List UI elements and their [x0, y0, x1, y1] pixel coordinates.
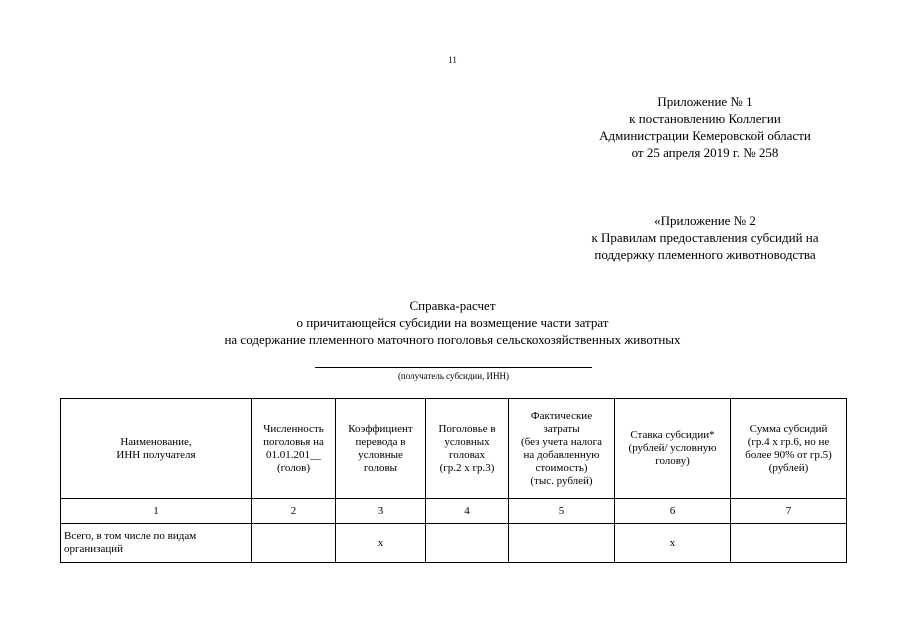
recipient-caption: (получатель субсидии, ИНН) — [397, 371, 510, 381]
total-row-label: Всего, в том числе по видам организаций — [61, 524, 252, 563]
header-cell-conditional-heads: Поголовье в условных головах (гр.2 х гр.3) — [426, 399, 509, 499]
header-cell-actual-costs: Фактические затраты (без учета налога на добавленную стоимость) (тыс. рублей) — [509, 399, 615, 499]
header-cell-coefficient: Коэффициент перевода в условные головы — [336, 399, 426, 499]
document-title — [0, 297, 905, 348]
recipient-underline — [315, 367, 592, 368]
header-cell-recipient: Наименование, ИНН получателя — [61, 399, 252, 499]
appendix-1-line: от 25 апреля 2019 г. № 258 — [631, 145, 779, 160]
column-number: 4 — [426, 499, 509, 524]
appendix-1-line: к постановлению Коллегии — [629, 111, 781, 126]
table-cell: х — [615, 524, 731, 563]
page-number: 11 — [448, 55, 457, 65]
appendix-2-line: поддержку племенного животноводства — [594, 247, 816, 262]
column-number: 3 — [336, 499, 426, 524]
column-number: 6 — [615, 499, 731, 524]
total-row — [61, 524, 847, 563]
appendix-2-block — [560, 212, 850, 263]
appendix-2-line: к Правилам предоставления субсидий на — [591, 230, 819, 245]
column-number: 2 — [252, 499, 336, 524]
table-cell — [252, 524, 336, 563]
appendix-1-line: Администрации Кемеровской области — [599, 128, 811, 143]
header-cell-headcount: Численность поголовья на 01.01.201__ (голов) — [252, 399, 336, 499]
table-cell — [509, 524, 615, 563]
column-number: 7 — [731, 499, 847, 524]
subsidy-table — [60, 398, 847, 563]
table-cell — [731, 524, 847, 563]
header-cell-subsidy-amount: Сумма субсидий (гр.4 х гр.6, но не более 90% от гр.5) (рублей) — [731, 399, 847, 499]
appendix-2-line: «Приложение № 2 — [654, 213, 756, 228]
title-line: о причитающейся субсидии на возмещение части затрат — [296, 315, 609, 330]
title-line: на содержание племенного маточного поголовья сельскохозяйственных животных — [224, 332, 681, 347]
column-number-row — [61, 499, 847, 524]
header-cell-subsidy-rate: Ставка субсидии* (рублей/ условную голову) — [615, 399, 731, 499]
column-number: 1 — [61, 499, 252, 524]
column-number: 5 — [509, 499, 615, 524]
table-cell — [426, 524, 509, 563]
appendix-1-block — [560, 93, 850, 161]
appendix-1-line: Приложение № 1 — [657, 94, 753, 109]
title-line: Справка-расчет — [409, 298, 496, 313]
table-cell: х — [336, 524, 426, 563]
table-header-row — [61, 399, 847, 499]
